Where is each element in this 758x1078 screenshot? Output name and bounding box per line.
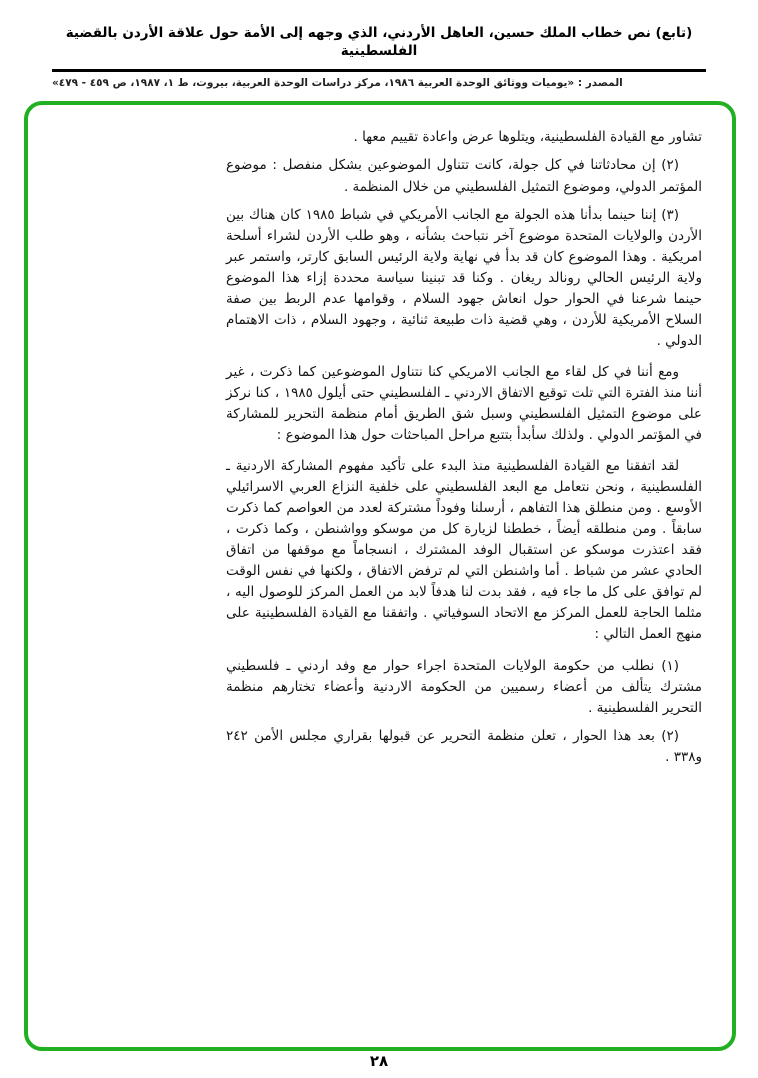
content-frame — [24, 101, 736, 1051]
paragraph-step-2: (٢) بعد هذا الحوار ، تعلن منظمة التحرير عن قبولها بقراري مجلس الأمن ٢٤٢ و٣٣٨ . — [226, 727, 702, 765]
paragraph-agreement: لقد اتفقنا مع القيادة الفلسطينية منذ البدء على تأكيد مفهوم المشاركة الاردنية ـ الفلسطينية ، ونحن نتعامل مع البعد الفلسطيني على خلفية النزاع العربي الاسرائيلي الأوسع . ومن منطلق هذا التفاهم ، أرسلنا وفوداً مشتركة لعدد من العواصم كما ذكرت سابقاً . ومن منطلقه أيضاً ، خططنا لزيارة كل من موسكو وواشنطن ، وكما ذكرت ، فقد اعتذرت موسكو عن استقبال الوفد المشترك ، انسجاماً مع موقفها من اتفاق الحادي عشر من شباط . أما واشنطن التي لم ترفض الاتفاق ، ولكنها في نفس الوقت لم توافق على كل ما جاء فيه ، فقد بدت لنا هدفاً لابد من العمل المركز للوصول اليه ، مثلما الحاجة للعمل المركز مع الاتحاد السوفياتي . واتفقنا مع القيادة الفلسطينية على منهج العمل التالي : — [226, 458, 702, 643]
header-divider — [52, 69, 706, 72]
body-text-column — [28, 105, 732, 767]
paragraph-step-1: (١) نطلب من حكومة الولايات المتحدة اجراء حوار مع وفد اردني ـ فلسطيني مشترك يتألف من أعضاء رسميين من الحكومة الاردنية وأعضاء تختارهم منظمة التحرير الفلسطينية . — [226, 657, 702, 716]
paragraph-summary: ومع أننا في كل لقاء مع الجانب الامريكي كنا نتناول الموضوعين كما ذكرت ، غير أننا منذ الفترة التي تلت توقيع الاتفاق الاردني ـ الفلسطيني حتى أيلول ١٩٨٥ ، كنا نركز على موضوع التمثيل الفلسطيني وسبل شق الطريق أمام منظمة التحرير للمشاركة في المؤتمر الدولي . ولذلك سأبدأ بتتبع مراحل المباحثات حول هذا الموضوع : — [226, 363, 702, 444]
paragraph-item-3: (٣) إننا حينما بدأنا هذه الجولة مع الجانب الأمريكي في شباط ١٩٨٥ كان هناك بين الأردن والولايات المتحدة موضوع آخر نتباحث بشأنه ، وهو طلب الأردن لشراء أسلحة امريكية . وهذا الموضوع كان قد بدأ في نهاية ولاية الرئيس السابق كارتر، واستمر عبر ولاية الرئيس الحالي رونالد ريغان . وكنا قد تبنينا سياسة محددة إزاء هذا الموضوع حينما شرعنا في الحوار حول انعاش جهود السلام ، وقوامها عدم الربط بين صفة السلاح الأمريكية للأردن ، وهي قضية ذات طبيعة ثنائية ، وجهود السلام ، ذات الاهتمام الدولي . — [226, 206, 702, 349]
document-header — [0, 0, 758, 89]
source-line: المصدر : «يوميات ووثائق الوحدة العربية ١٩٨٦، مركز دراسات الوحدة العربية، بيروت، ط ١، ١٩٨٧، ص ٤٥٩ - ٤٧٩» — [52, 77, 623, 90]
document-title: (تابع) نص خطاب الملك حسين، العاهل الأردني، الذي وجهه إلى الأمة حول علاقة الأردن بالقضية الفلسطينية — [65, 25, 693, 60]
page-number: ٢٨ — [369, 1052, 389, 1070]
page-footer — [0, 1051, 758, 1070]
paragraph-continuation: تشاور مع القيادة الفلسطينية، ويتلوها عرض واعادة تقييم معها . — [353, 129, 702, 146]
paragraph-item-2: (٢) إن محادثاتنا في كل جولة، كانت تتناول الموضوعين بشكل منفصل : موضوع المؤتمر الدولي، وموضوع التمثيل الفلسطيني من خلال المنظمة . — [226, 157, 702, 195]
